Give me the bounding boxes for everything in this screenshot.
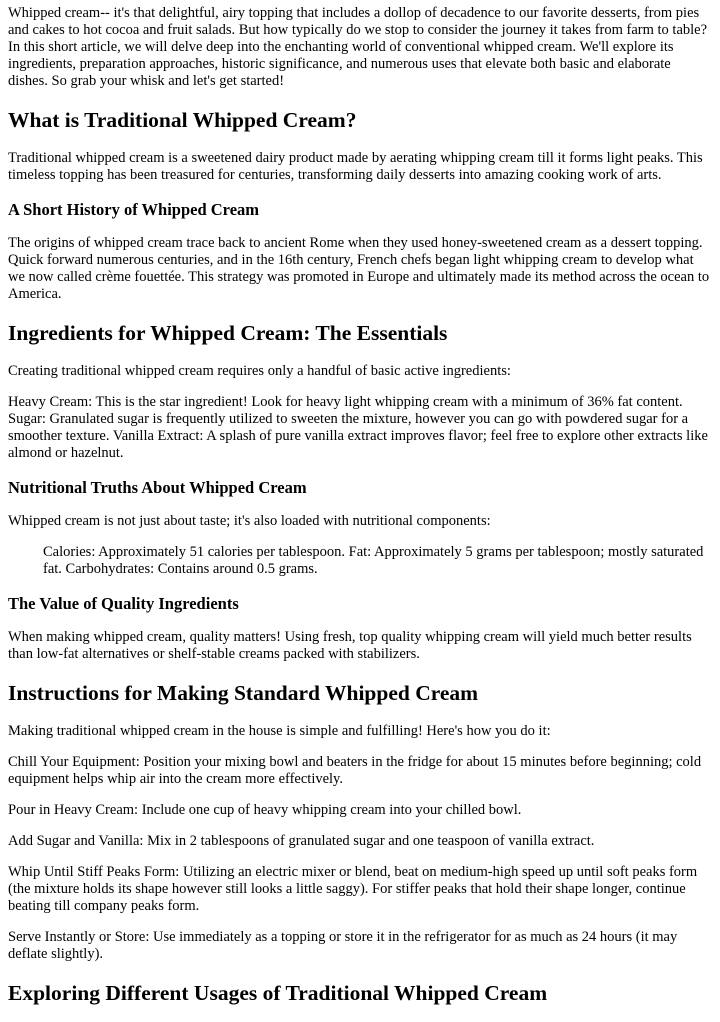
step-sugar-paragraph: Add Sugar and Vanilla: Mix in 2 tablespoons of granulated sugar and one teaspoon of vanilla extract. <box>8 833 595 849</box>
what-is-paragraph: Traditional whipped cream is a sweetened dairy product made by aerating whipping cream till it forms light peaks. This timeless topping has been treasured for centuries, transforming daily desserts into amazing cooking work of arts. <box>8 150 703 183</box>
heading-ingredients: Ingredients for Whipped Cream: The Essentials <box>8 321 448 345</box>
heading-nutrition: Nutritional Truths About Whipped Cream <box>8 478 307 497</box>
heading-instructions: Instructions for Making Standard Whipped Cream <box>8 681 479 705</box>
step-serve-paragraph: Serve Instantly or Store: Use immediately as a topping or store it in the refrigerator for as much as 24 hours (it may deflate slightly). <box>8 929 678 962</box>
step-whip-paragraph: Whip Until Stiff Peaks Form: Utilizing an electric mixer or blend, beat on medium-high speed up until soft peaks form (the mixture holds its shape however still looks a little saggy). For stiffer peaks that hold their shape longer, continue beating till company peaks form. <box>8 864 698 914</box>
heading-usages: Exploring Different Usages of Traditional Whipped Cream <box>8 981 548 1005</box>
intro-paragraph: Whipped cream-- it's that delightful, airy topping that includes a dollop of decadence to our favorite desserts, from pies and cakes to hot cocoa and fruit salads. But how typically do we stop to consider the journey it takes from farm to table? In this short article, we will delve deep into the enchanting world of conventional whipped cream. We'll explore its ingredients, preparation approaches, historic significance, and numerous uses that elevate both basic and elaborate dishes. So grab your whisk and let's get started! <box>8 5 708 89</box>
heading-what-is: What is Traditional Whipped Cream? <box>8 108 357 132</box>
instructions-intro-paragraph: Making traditional whipped cream in the house is simple and fulfilling! Here's how you do it: <box>8 723 551 739</box>
ingredients-intro-paragraph: Creating traditional whipped cream requires only a handful of basic active ingredients: <box>8 363 511 379</box>
quality-paragraph: When making whipped cream, quality matters! Using fresh, top quality whipping cream will yield much better results than low-fat alternatives or shelf-stable creams packed with stabilizers. <box>8 629 692 662</box>
nutrition-paragraph: Whipped cream is not just about taste; it's also loaded with nutritional components: <box>8 513 491 529</box>
article <box>0 5 720 1006</box>
ingredients-list-paragraph: Heavy Cream: This is the star ingredient! Look for heavy light whipping cream with a minimum of 36% fat content. Sugar: Granulated sugar is frequently utilized to sweeten the mixture, however you can go with powdered sugar for a smoother texture. Vanilla Extract: A splash of pure vanilla extract improves flavor; feel free to explore other extracts like almond or hazelnut. <box>8 394 708 461</box>
heading-history: A Short History of Whipped Cream <box>8 200 260 219</box>
step-chill-paragraph: Chill Your Equipment: Position your mixing bowl and beaters in the fridge for about 15 minutes before beginning; cold equipment helps whip air into the cream more effectively. <box>8 754 702 787</box>
step-pour-paragraph: Pour in Heavy Cream: Include one cup of heavy whipping cream into your chilled bowl. <box>8 802 522 818</box>
history-paragraph: The origins of whipped cream trace back to ancient Rome when they used honey-sweetened cream as a dessert topping. Quick forward numerous centuries, and in the 16th century, French chefs began light whipping cream to develop what we now called crème fouettée. This strategy was promoted in Europe and ultimately made its method across the ocean to America. <box>8 235 710 302</box>
heading-quality: The Value of Quality Ingredients <box>8 594 239 613</box>
nutrition-quote: Calories: Approximately 51 calories per tablespoon. Fat: Approximately 5 grams per tablespoon; mostly saturated fat. Carbohydrates: Contains around 0.5 grams. <box>43 544 704 577</box>
